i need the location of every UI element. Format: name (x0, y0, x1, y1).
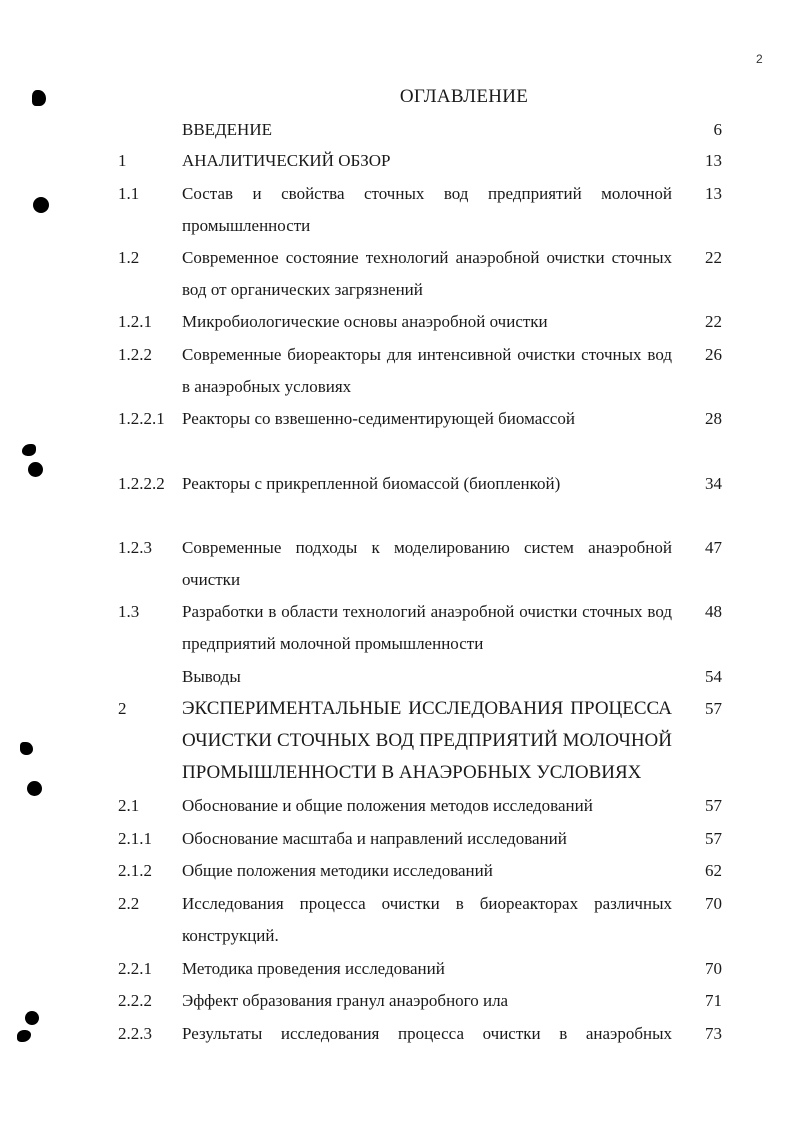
entry-text: Современные биореакторы для интенсивной очистки сточных вод в анаэробных условиях (182, 345, 672, 396)
entry-number: 1.2 (118, 248, 140, 267)
entry-text: Эффект образования гранул анаэробного ила (182, 991, 509, 1010)
entry-text: Обоснование и общие положения методов исследований (182, 796, 593, 815)
entry-page: 62 (705, 861, 722, 880)
entry-page: 47 (705, 538, 722, 557)
entry-page: 26 (705, 345, 722, 364)
entry-page: 13 (705, 184, 722, 203)
entry-page: 73 (705, 1024, 722, 1043)
entry-text: Микробиологические основы анаэробной очистки (182, 312, 548, 331)
entry-page: 6 (713, 120, 722, 139)
entry-page: 22 (705, 312, 722, 331)
entry-number: 1.2.3 (118, 538, 152, 557)
entry-text: Современные подходы к моделированию систем анаэробной очистки (182, 538, 672, 589)
toc-title: ОГЛАВЛЕНИЕ (399, 86, 529, 107)
entry-number: 2.2 (118, 894, 140, 913)
entry-page: 34 (705, 474, 722, 493)
entry-text: Разработки в области технологий анаэробной очистки сточных вод предприятий молочной промышленности (182, 602, 672, 653)
entry-page: 28 (705, 409, 722, 428)
entry-text: Реакторы с прикрепленной биомассой (биопленкой) (182, 474, 561, 493)
entry-text: Исследования процесса очистки в биореакторах различных конструкций. (182, 894, 672, 945)
entry-number: 1.2.1 (118, 312, 152, 331)
entry-page: 71 (705, 991, 722, 1010)
entry-page: 22 (705, 248, 722, 267)
entry-page: 54 (705, 667, 722, 686)
entry-number: 1.1 (118, 184, 140, 203)
entry-page: 13 (705, 151, 722, 170)
scan-artifact (17, 1030, 31, 1042)
entry-number: 2.1.1 (118, 829, 152, 848)
entry-page: 70 (705, 959, 722, 978)
scan-artifact (27, 781, 42, 796)
entry-text: ЭКСПЕРИМЕНТАЛЬНЫЕ ИССЛЕДОВАНИЯ ПРОЦЕССА ОЧИСТКИ СТОЧНЫХ ВОД ПРЕДПРИЯТИЙ МОЛОЧНОЙ ПРОМЫШЛЕННОСТИ В АНАЭРОБНЫХ УСЛОВИЯХ (182, 698, 672, 783)
scan-artifact (22, 444, 36, 456)
entry-page: 57 (705, 699, 722, 718)
scan-artifact (20, 742, 33, 755)
entry-number: 1 (118, 151, 127, 170)
entry-text: Выводы (182, 667, 241, 686)
entry-number: 1.2.2 (118, 345, 152, 364)
entry-number: 2.2.1 (118, 959, 152, 978)
entry-number: 2.2.2 (118, 991, 152, 1010)
scan-artifact (32, 90, 46, 106)
entry-text: Методика проведения исследований (182, 959, 445, 978)
entry-text: Обоснование масштаба и направлений исследований (182, 829, 567, 848)
entry-page: 57 (705, 796, 722, 815)
entry-number: 1.2.2.1 (118, 409, 165, 428)
entry-text: ВВЕДЕНИЕ (182, 120, 272, 139)
entry-number: 2.2.3 (118, 1024, 152, 1043)
scan-artifact (33, 197, 49, 213)
entry-text: Состав и свойства сточных вод предприятий молочной промышленности (182, 184, 672, 235)
page-number: 2 (756, 52, 763, 66)
entry-text: Реакторы со взвешенно-седиментирующей биомассой (182, 409, 575, 428)
scan-artifact (28, 462, 43, 477)
entry-text: Результаты исследования процесса очистки в анаэробных (182, 1024, 672, 1043)
entry-text: АНАЛИТИЧЕСКИЙ ОБЗОР (182, 151, 391, 170)
entry-page: 57 (705, 829, 722, 848)
entry-text: Общие положения методики исследований (182, 861, 493, 880)
entry-number: 2 (118, 699, 127, 718)
entry-page: 48 (705, 602, 722, 621)
entry-page: 70 (705, 894, 722, 913)
entry-number: 1.2.2.2 (118, 474, 165, 493)
entry-text: Современное состояние технологий анаэробной очистки сточных вод от органических загрязнений (182, 248, 672, 299)
entry-number: 2.1.2 (118, 861, 152, 880)
scan-artifact (25, 1011, 39, 1025)
entry-number: 2.1 (118, 796, 140, 815)
entry-number: 1.3 (118, 602, 140, 621)
